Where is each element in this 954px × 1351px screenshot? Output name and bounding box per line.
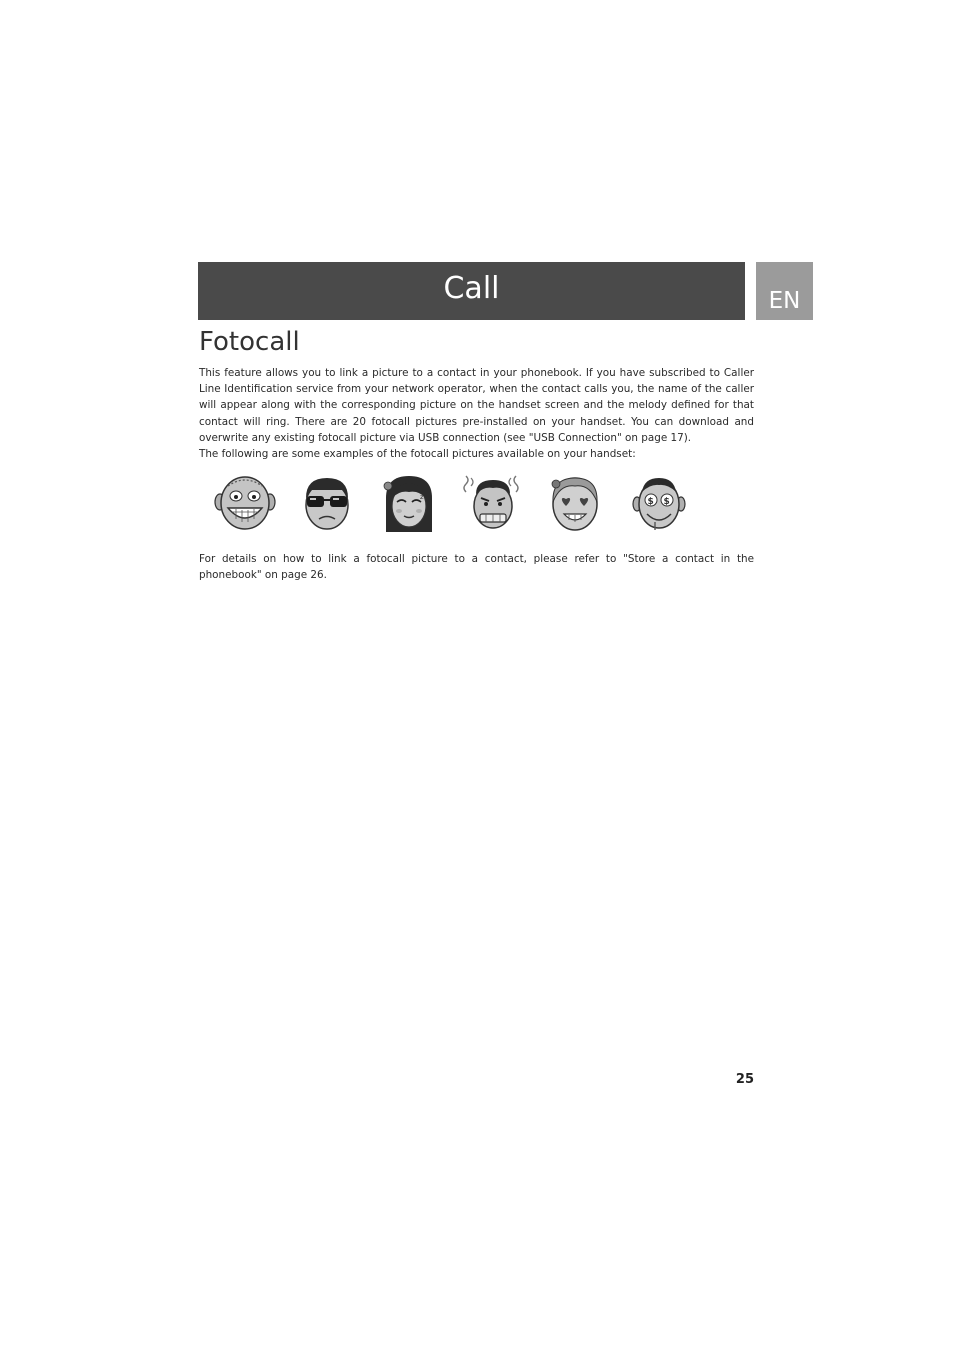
language-badge <box>756 262 813 320</box>
examples-intro-paragraph: The following are some examples of the fotocall pictures available on your handset: <box>199 448 636 460</box>
heart-eyes-face-icon <box>544 472 606 534</box>
svg-text:$: $ <box>663 497 670 507</box>
chapter-header-bar <box>198 262 745 320</box>
section-title: Fotocall <box>199 327 300 357</box>
svg-text:$: $ <box>647 497 654 507</box>
intro-paragraph: This feature allows you to link a picture to a contact in your phonebook. If you have subscribed to Caller Line Identification service from your network operator, when the contact calls you, the name of the caller will appear along with the corresponding picture on the handset screen and the melody defined for that contact will ring. There are 20 fotocall pictures pre-installed on your handset. You can download and overwrite any existing fotocall picture via USB connection (see "USB Connection" on page 17). <box>199 367 754 444</box>
winking-girl-face-icon <box>378 472 440 534</box>
money-eyes-face-icon <box>628 472 690 534</box>
grinning-bald-face-icon <box>214 472 276 534</box>
details-paragraph: For details on how to link a fotocall picture to a contact, please refer to "Store a contact in the phonebook" on page 26. <box>199 553 754 582</box>
svg-text:z: z <box>420 493 424 501</box>
language-code: EN <box>768 288 801 314</box>
sunglasses-face-icon <box>296 472 358 534</box>
steaming-angry-face-icon <box>462 472 524 534</box>
fotocall-examples-row <box>214 472 684 534</box>
page-number: 25 <box>735 1072 754 1087</box>
chapter-title: Call <box>443 270 500 306</box>
